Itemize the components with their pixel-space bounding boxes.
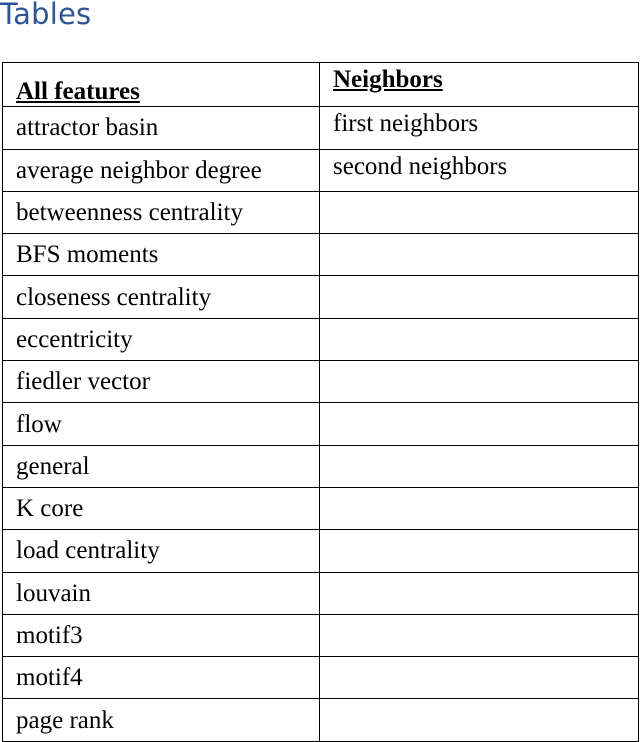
feature-cell: page rank [3,699,320,741]
feature-cell: betweenness centrality [3,191,320,233]
feature-cell: general [3,445,320,487]
neighbor-cell: first neighbors [320,107,639,149]
table-row [3,657,639,699]
neighbor-cell [320,572,639,614]
feature-cell: motif4 [3,657,320,699]
neighbor-cell: second neighbors [320,149,639,191]
feature-cell: fiedler vector [3,361,320,403]
neighbor-cell [320,403,639,445]
feature-cell: eccentricity [3,318,320,360]
table-row [3,276,639,318]
table-row [3,403,639,445]
table-row [3,149,639,191]
table-header-row [3,63,639,107]
feature-cell: K core [3,487,320,529]
neighbor-cell [320,487,639,529]
feature-cell: attractor basin [3,107,320,149]
table-row [3,445,639,487]
table-row [3,487,639,529]
feature-cell: BFS moments [3,234,320,276]
table-row [3,530,639,572]
neighbor-cell [320,445,639,487]
neighbor-cell [320,614,639,656]
neighbor-cell [320,530,639,572]
table-row [3,191,639,233]
table-row [3,699,639,741]
feature-cell: flow [3,403,320,445]
feature-cell: motif3 [3,614,320,656]
neighbor-cell [320,699,639,741]
table-row [3,614,639,656]
features-table [2,62,639,742]
table-row [3,318,639,360]
neighbor-cell [320,191,639,233]
table-row [3,572,639,614]
header-neighbors: Neighbors [320,63,639,107]
neighbor-cell [320,276,639,318]
feature-cell: average neighbor degree [3,149,320,191]
header-all-features: All features [3,63,320,107]
neighbor-cell [320,234,639,276]
neighbor-cell [320,657,639,699]
feature-cell: closeness centrality [3,276,320,318]
feature-cell: louvain [3,572,320,614]
table-row [3,107,639,149]
table-row [3,234,639,276]
neighbor-cell [320,318,639,360]
neighbor-cell [320,361,639,403]
section-heading: Tables [0,0,92,31]
table-row [3,361,639,403]
feature-cell: load centrality [3,530,320,572]
